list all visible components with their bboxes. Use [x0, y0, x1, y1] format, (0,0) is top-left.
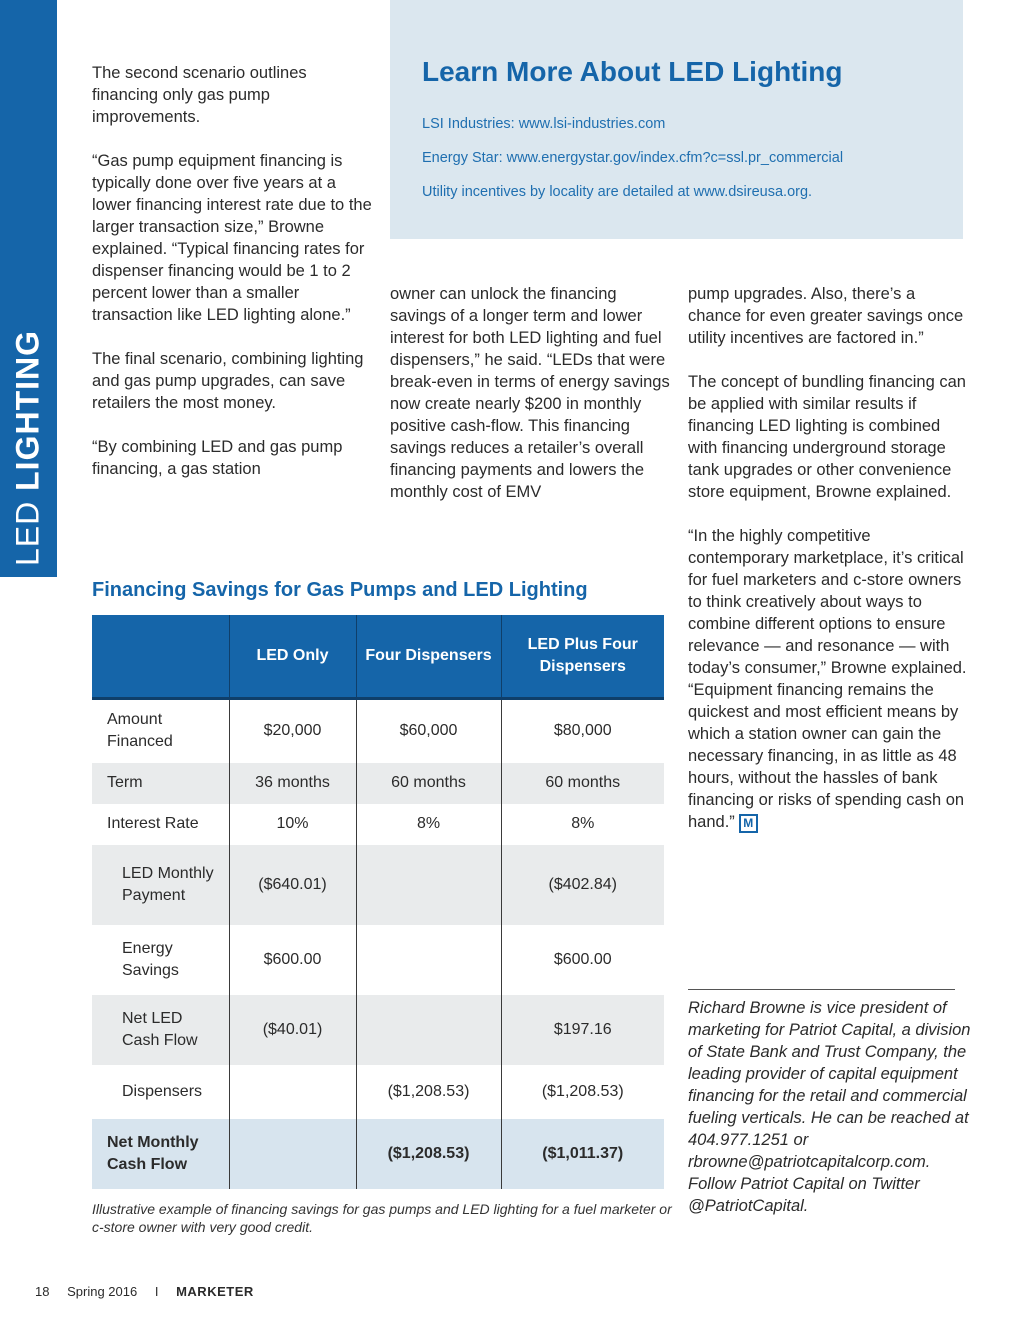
row-label: Interest Rate	[92, 804, 229, 845]
cell-four-dispensers: ($1,208.53)	[356, 1119, 501, 1189]
paragraph: “Gas pump equipment financing is typically done over five years at a lower financing interest rate due to the larger transaction size,” Browne explained. “Typical financing rates for dispenser financing would be 1 to 2 percent lower than a smaller transaction like LED lighting alone.”	[92, 152, 372, 324]
cell-led-plus-four: $197.16	[501, 995, 664, 1065]
marketer-end-mark-icon: M	[739, 814, 758, 833]
cell-led-only	[229, 1065, 356, 1119]
cell-four-dispensers: 60 months	[356, 763, 501, 804]
cell-four-dispensers	[356, 845, 501, 925]
header-four-dispensers: Four Dispensers	[356, 615, 501, 699]
row-label: Net Monthly Cash Flow	[92, 1119, 229, 1189]
cell-four-dispensers: $60,000	[356, 699, 501, 763]
bio-divider	[688, 989, 955, 990]
cell-led-only: $600.00	[229, 925, 356, 995]
resource-link-energy-star[interactable]: Energy Star: www.energystar.gov/index.cfm?c=ssl.pr_commercial	[422, 150, 844, 166]
section-label: LED LIGHTING	[9, 329, 46, 567]
table-row	[92, 763, 664, 804]
table-row-total	[92, 1119, 664, 1189]
row-label: Energy Savings	[92, 925, 229, 995]
resource-link-lsi[interactable]: LSI Industries: www.lsi-industries.com	[422, 116, 666, 132]
cell-led-plus-four: 8%	[571, 815, 595, 832]
table-row	[92, 925, 664, 995]
cell-led-plus-four: ($1,011.37)	[501, 1119, 664, 1189]
paragraph	[688, 525, 968, 833]
header-led-only: LED Only	[229, 615, 356, 699]
magazine-brand: MARKETER	[176, 1284, 254, 1299]
cell-led-only: ($640.01)	[229, 845, 356, 925]
cell-led-only	[229, 1119, 356, 1189]
table-header-row	[92, 615, 664, 699]
table-row	[92, 845, 664, 925]
row-label: Amount Financed	[92, 699, 229, 763]
closing-quote-text: “In the highly competitive contemporary marketplace, it’s critical for fuel marketers and c-store owners to think creatively about ways to combine different options to ensure relevance — and resonance — with today’s consumer,” Browne explained. “Equipment financing remains the quickest and most efficient means by which a station owner can gain the necessary financing, in as little as 48 hours, without the hassles of bank financing or risks of spending cash on hand.”	[688, 527, 967, 831]
table-row	[92, 995, 664, 1065]
page-number: 18	[35, 1284, 50, 1299]
issue-date: Spring 2016	[67, 1284, 138, 1299]
resource-link-dsire[interactable]: Utility incentives by locality are detailed at www.dsireusa.org.	[422, 184, 813, 200]
table-title: Financing Savings for Gas Pumps and LED Lighting	[92, 579, 588, 601]
page-footer	[35, 1284, 268, 1299]
table-row	[92, 1065, 664, 1119]
cell-four-dispensers: ($1,208.53)	[356, 1065, 501, 1119]
paragraph: The final scenario, combining lighting and gas pump upgrades, can save retailers the most money.	[92, 350, 364, 412]
table-row	[92, 699, 664, 763]
cell-four-dispensers: 8%	[356, 804, 501, 845]
cell-led-only: 36 months	[229, 763, 356, 804]
article-column-2	[390, 283, 675, 525]
row-label: Net LED Cash Flow	[92, 995, 229, 1065]
table-row	[92, 804, 664, 845]
learn-more-box	[390, 0, 963, 239]
cell-led-plus-four: $600.00	[553, 950, 612, 968]
cell-led-plus-four: $80,000	[553, 722, 612, 740]
paragraph: pump upgrades. Also, there’s a chance for even greater savings once utility incentives are factored in.”	[688, 285, 964, 347]
paragraph: “By combining LED and gas pump financing, a gas station	[92, 438, 343, 478]
paragraph: The second scenario outlines financing only gas pump improvements.	[92, 64, 307, 126]
article-column-3	[688, 283, 968, 855]
cell-led-plus-four: ($1,208.53)	[541, 1082, 624, 1100]
cell-four-dispensers	[356, 995, 501, 1065]
header-blank	[92, 615, 229, 699]
cell-led-plus-four: ($402.84)	[501, 845, 664, 925]
financing-table	[92, 615, 664, 1189]
learn-more-title: Learn More About LED Lighting	[422, 56, 843, 87]
cell-led-only: 10%	[229, 804, 356, 845]
paragraph: owner can unlock the financing savings of a longer term and lower interest for both LED lighting and fuel dispensers,” he said. “LEDs that were break-even in terms of energy savings now create nearly $200 in monthly positive cash-flow. This financing savings reduces a retailer’s overall financing payments and lowers the monthly cost of EMV	[390, 285, 670, 501]
header-led-plus-four: LED Plus Four Dispensers	[501, 615, 664, 699]
author-bio: Richard Browne is vice president of marketing for Patriot Capital, a division of State Bank and Trust Company, the leading provider of capital equipment financing for the retail and commercial fueling verticals. He can be reached at 404.977.1251 or rbrowne@patriotcapitalcorp.com. Follow Patriot Capital on Twitter @PatriotCapital.	[688, 999, 971, 1215]
row-label: Dispensers	[92, 1065, 229, 1119]
article-column-1	[92, 62, 374, 502]
cell-led-only: ($40.01)	[229, 995, 356, 1065]
row-label: LED Monthly Payment	[92, 845, 229, 925]
cell-led-only: $20,000	[229, 699, 356, 763]
paragraph: The concept of bundling financing can be applied with similar results if financing LED lighting is combined with financing underground storage tank upgrades or other convenience store equipment, Browne explained.	[688, 373, 966, 501]
row-label: Term	[92, 763, 229, 804]
cell-four-dispensers	[356, 925, 501, 995]
section-tab	[0, 0, 57, 577]
cell-led-plus-four: 60 months	[501, 763, 664, 804]
footer-separator: I	[154, 1284, 159, 1299]
table-caption: Illustrative example of financing savings for gas pumps and LED lighting for a fuel marketer or c-store owner with very good credit.	[92, 1201, 672, 1235]
